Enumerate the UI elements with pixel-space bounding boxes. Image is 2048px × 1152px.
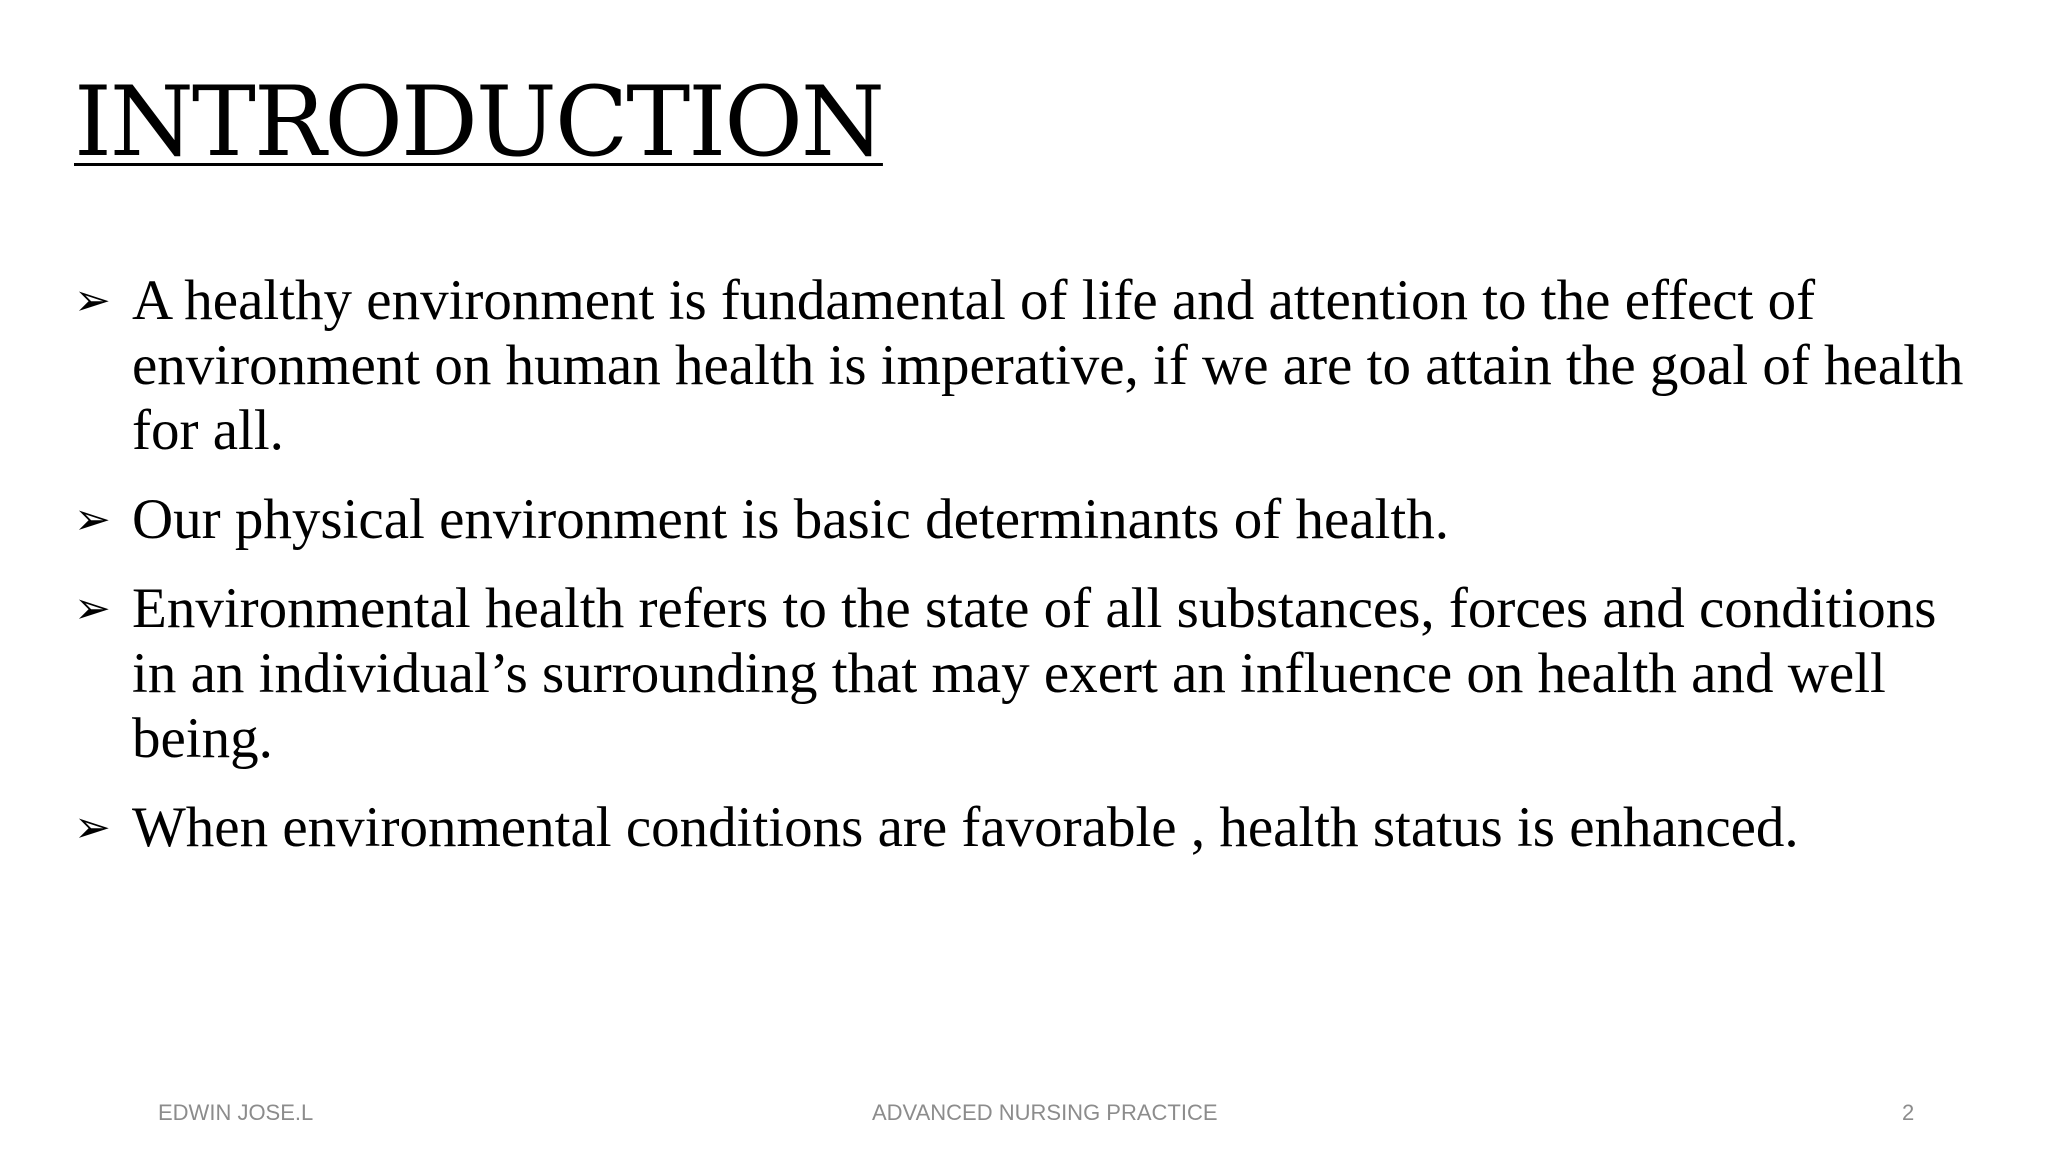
bullet-text: Our physical environment is basic determinants of health. xyxy=(132,488,1449,551)
footer-course: ADVANCED NURSING PRACTICE xyxy=(872,1100,1218,1125)
footer-page-number: 2 xyxy=(1902,1100,1915,1125)
list-item xyxy=(74,795,1994,860)
bullet-list xyxy=(74,268,1994,884)
list-item xyxy=(74,576,1994,771)
slide-title: INTRODUCTION xyxy=(74,66,883,178)
arrowhead-bullet-icon: ➢ xyxy=(74,494,111,545)
arrowhead-bullet-icon: ➢ xyxy=(74,275,111,326)
bullet-text: When environmental conditions are favorable , health status is enhanced. xyxy=(132,796,1799,859)
arrowhead-bullet-icon: ➢ xyxy=(74,583,111,634)
bullet-text: Environmental health refers to the state of all substances, forces and conditions in an individual’s surrounding that may exert an influence on health and well being. xyxy=(132,577,1937,770)
footer-author: EDWIN JOSE.L xyxy=(158,1100,314,1125)
bullet-text: A healthy environment is fundamental of life and attention to the effect of environment on human health is imperative, if we are to attain the goal of health for all. xyxy=(132,269,1964,462)
list-item xyxy=(74,487,1994,552)
arrowhead-bullet-icon: ➢ xyxy=(74,802,111,853)
list-item xyxy=(74,268,1994,463)
